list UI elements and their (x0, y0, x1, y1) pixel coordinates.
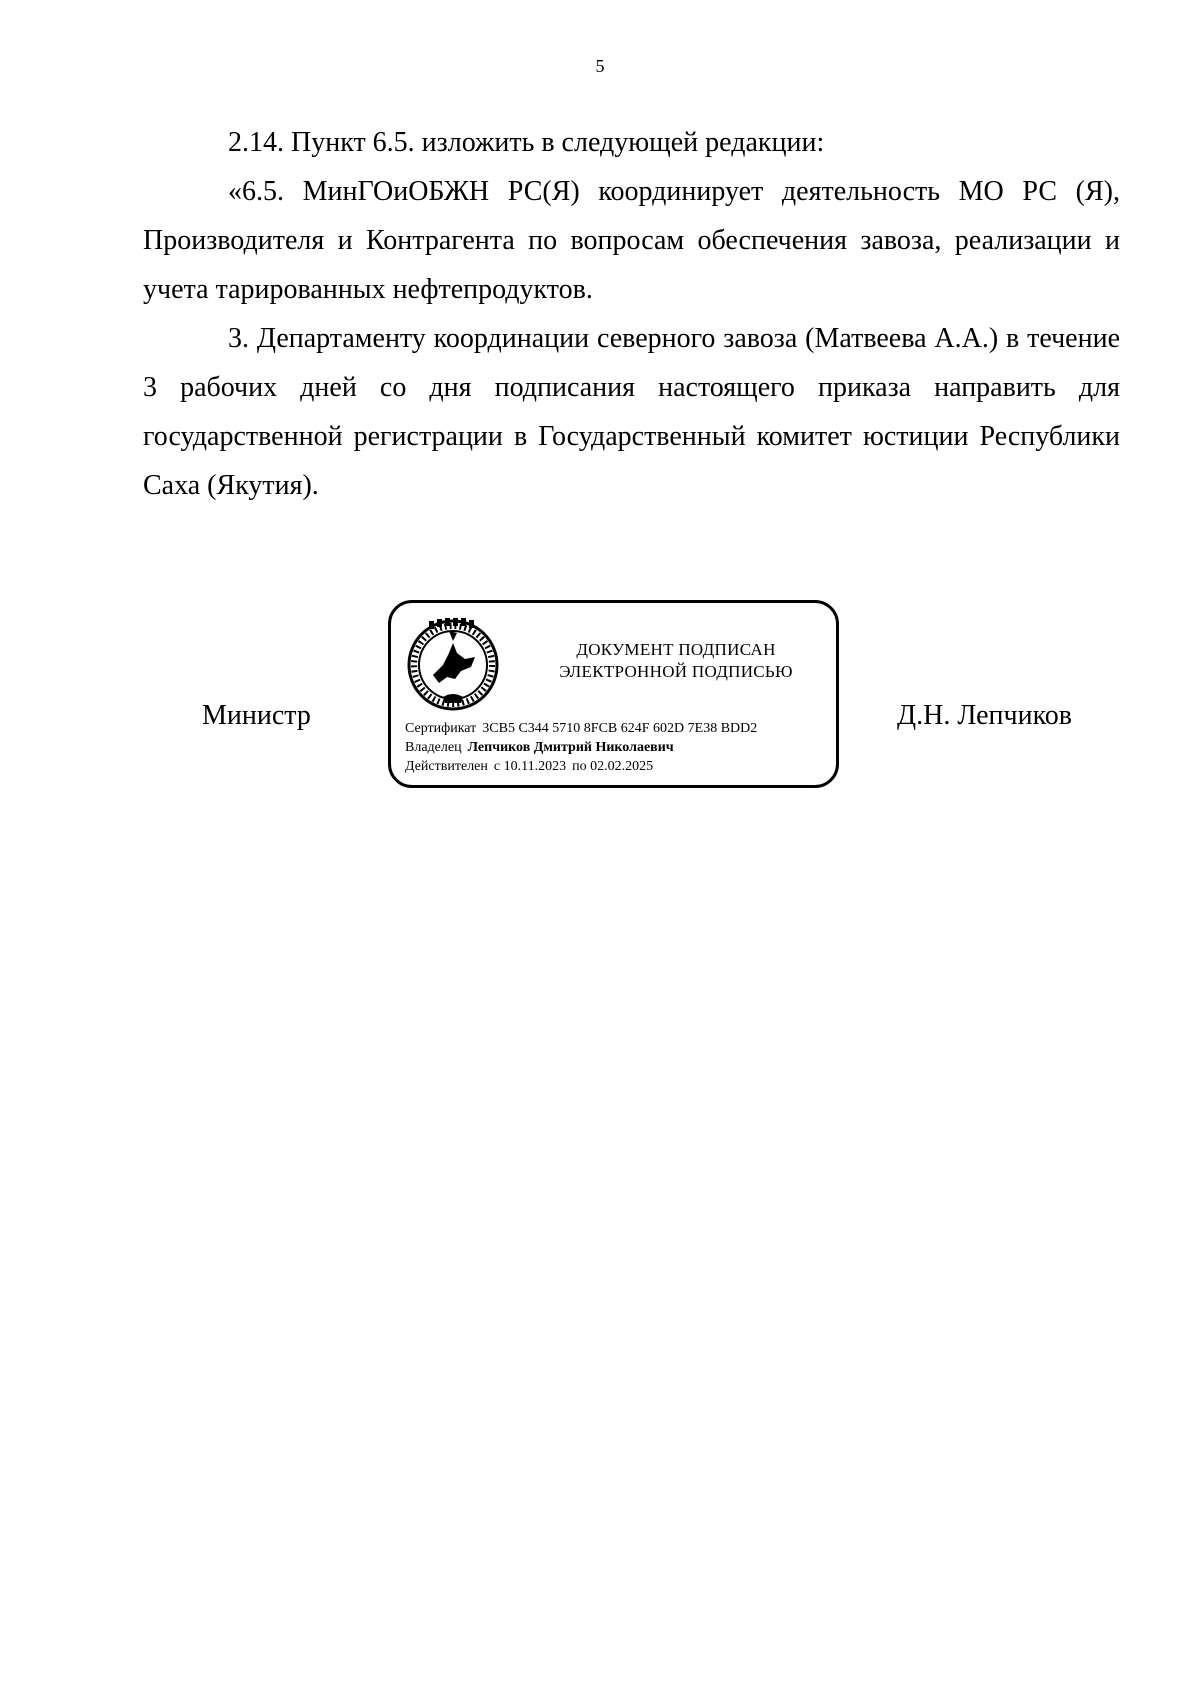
stamp-heading (526, 639, 826, 683)
owner-value: Лепчиков Дмитрий Николаевич (467, 740, 674, 755)
certificate-line (405, 719, 763, 738)
signer-title: Министр (202, 700, 311, 731)
stamp-heading-line1: ДОКУМЕНТ ПОДПИСАН (576, 640, 776, 659)
valid-to: по 02.02.2025 (572, 759, 654, 774)
valid-label: Действителен (405, 759, 488, 774)
stamp-heading-line2: ЭЛЕКТРОННОЙ ПОДПИСЬЮ (559, 662, 793, 681)
paragraph-6-5: «6.5. МинГОиОБЖН РС(Я) координирует деятельность МО РС (Я), Производителя и Контрагента по вопросам обеспечения завоза, реализации и учета тарированных нефтепродуктов. (143, 176, 1120, 305)
yakutia-coat-of-arms-icon (403, 613, 503, 713)
valid-from: с 10.11.2023 (493, 759, 567, 774)
electronic-signature-stamp (388, 600, 839, 788)
signer-name: Д.Н. Лепчиков (897, 700, 1072, 731)
owner-line (405, 738, 763, 757)
owner-label: Владелец (405, 740, 462, 755)
validity-line (405, 757, 763, 776)
certificate-label: Сертификат (405, 721, 477, 736)
paragraph-3: 3. Департаменту координации северного завоза (Матвеева А.А.) в течение 3 рабочих дней со дня подписания настоящего приказа направить для государственной регистрации в Государственный комитет юстиции Республики Саха (Якутия). (143, 323, 1120, 501)
certificate-value: 3CB5 C344 5710 8FCB 624F 602D 7E38 BDD2 (482, 721, 758, 736)
stamp-details (405, 719, 763, 776)
page-number: 5 (595, 56, 605, 76)
document-body (143, 118, 1120, 510)
paragraph-2-14: 2.14. Пункт 6.5. изложить в следующей редакции: (228, 127, 825, 158)
